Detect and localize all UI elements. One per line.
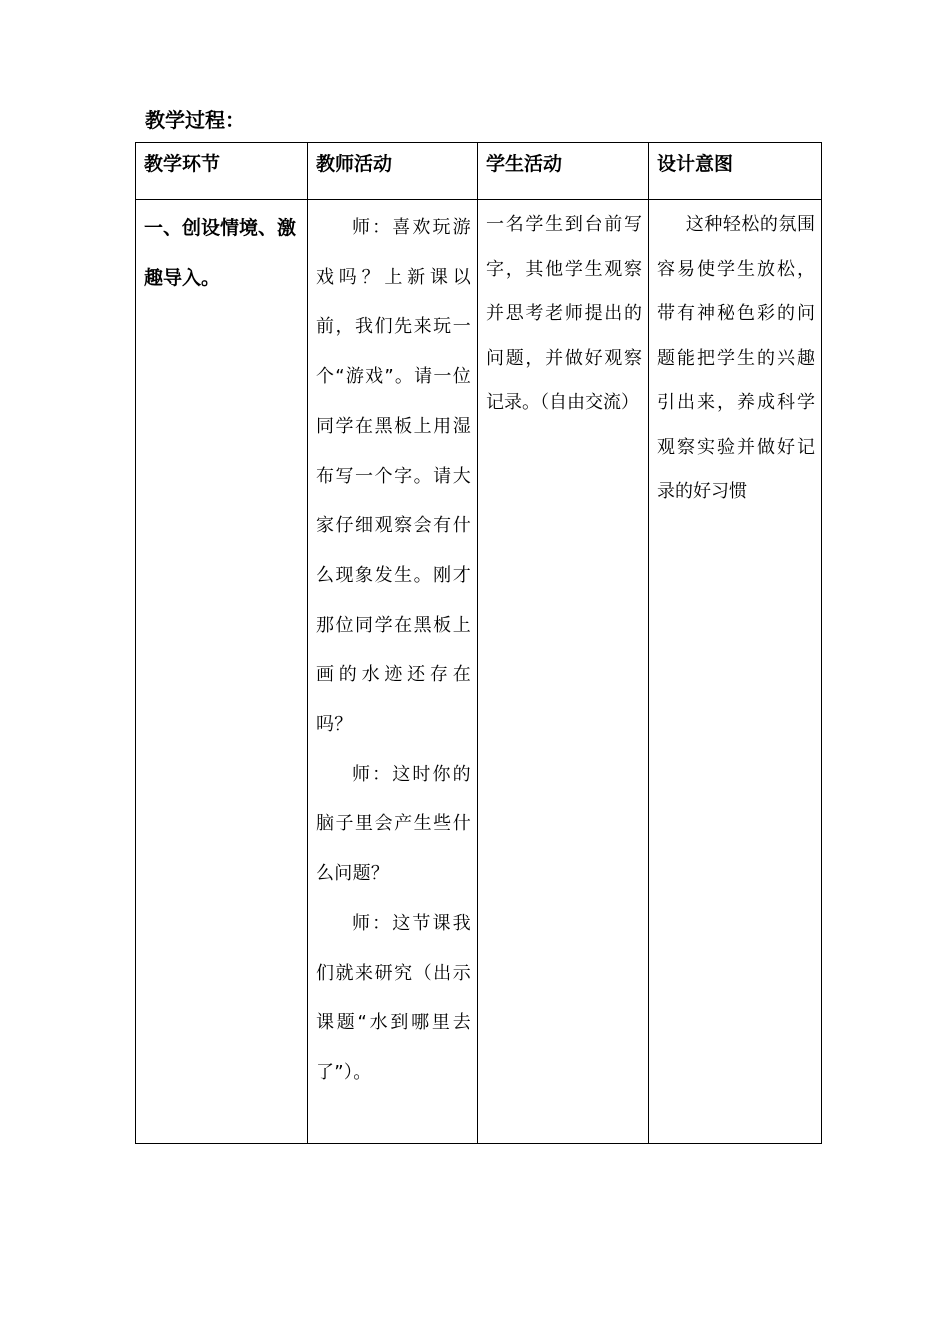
- header-student-activity: 学生活动: [478, 143, 649, 200]
- section-heading: 教学过程：: [145, 108, 245, 132]
- table-row: [136, 200, 822, 1144]
- header-design-intent: 设计意图: [649, 143, 822, 200]
- table-header-row: [136, 143, 822, 200]
- teaching-process-table: [135, 142, 822, 1144]
- header-teacher-activity: 教师活动: [308, 143, 478, 200]
- stage-cell: 一、创设情境、激趣导入。: [136, 200, 308, 1144]
- design-intent-cell: 这种轻松的氛围容易使学生放松，带有神秘色彩的问题能把学生的兴趣引出来，养成科学观察实验并做好记录的好习惯: [649, 200, 822, 1144]
- teacher-activity-cell: [308, 200, 478, 1144]
- teacher-paragraph: 师：这时你的脑子里会产生些什么问题？: [316, 763, 471, 885]
- teacher-paragraph: 师：喜欢玩游戏吗？上新课以前，我们先来玩一个“游戏”。请一位同学在黑板上用湿布写一个字。请大家仔细观察会有什么现象发生。刚才那位同学在黑板上画的水迹还存在吗？: [316, 217, 471, 736]
- header-stage: 教学环节: [136, 143, 308, 200]
- teacher-paragraph: 师：这节课我们就来研究（出示课题“水到哪里去了”）。: [316, 912, 471, 1083]
- student-activity-cell: 一名学生到台前写字，其他学生观察并思考老师提出的问题，并做好观察记录。（自由交流）: [478, 200, 649, 1144]
